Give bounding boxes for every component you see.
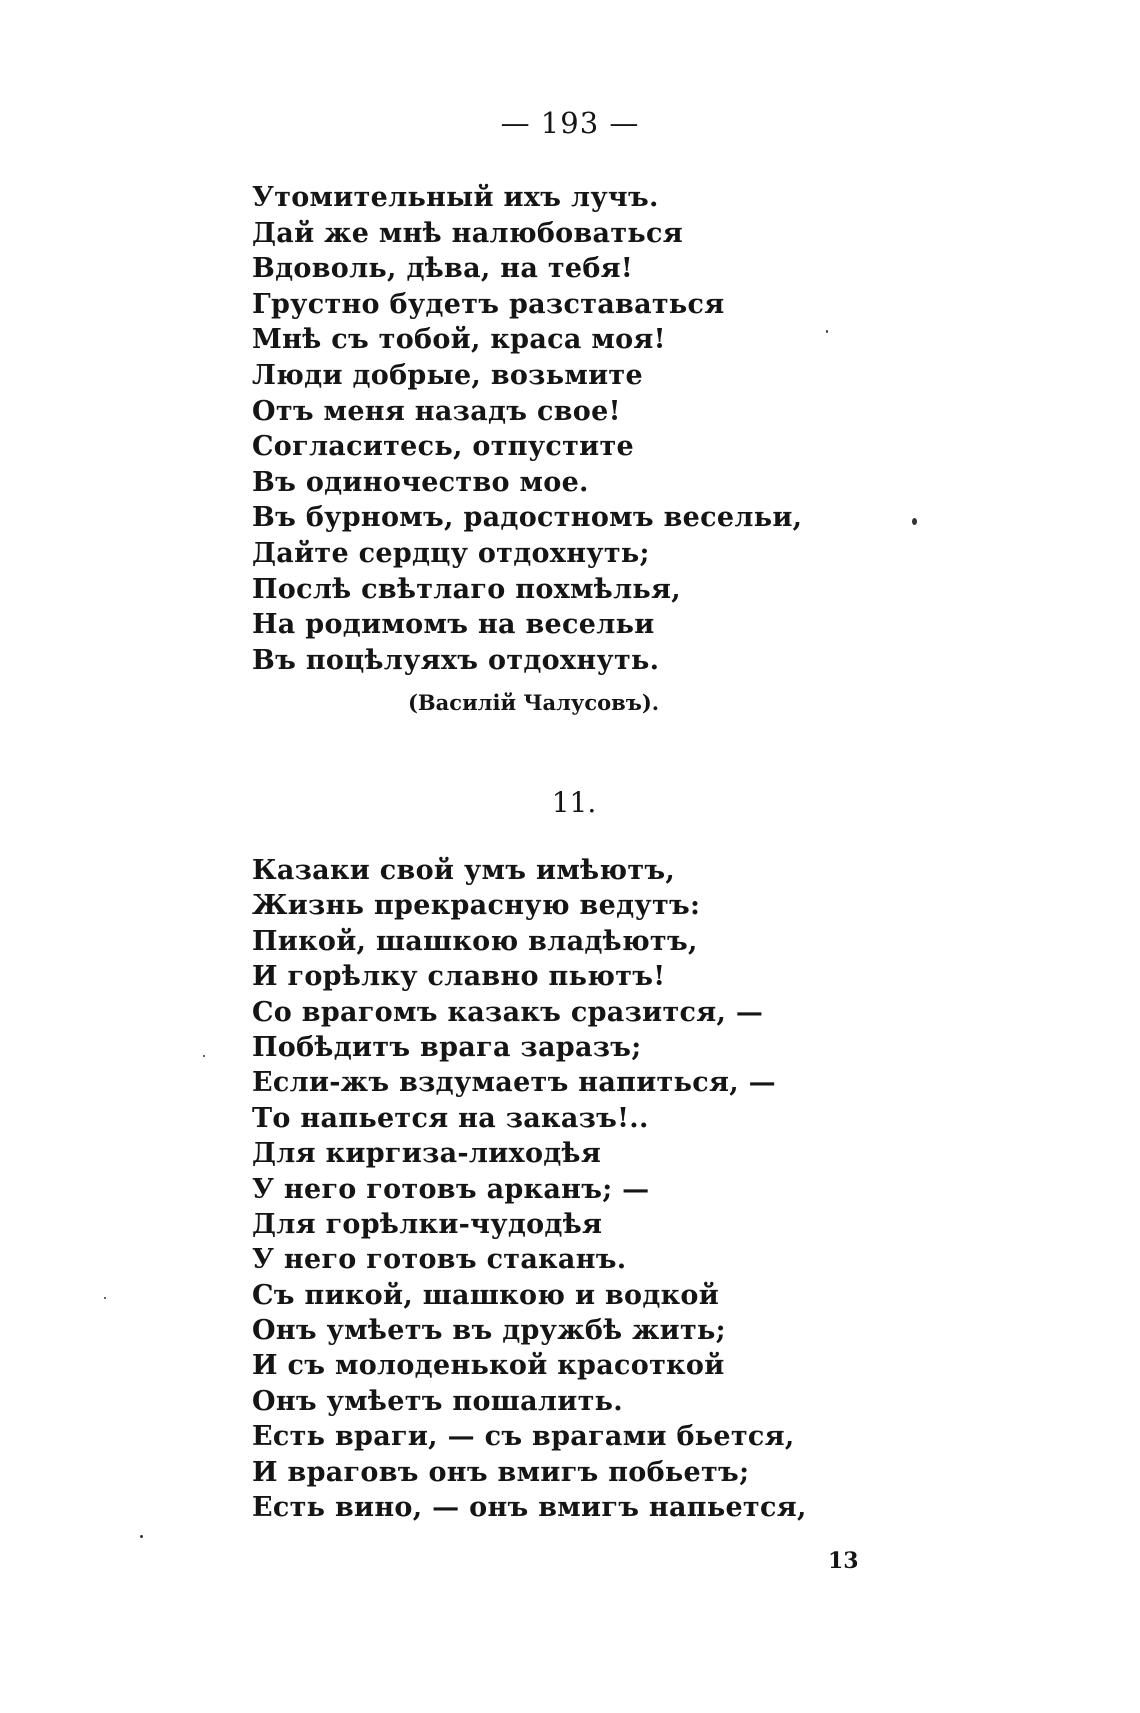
- verse-line: И горѣлку славно пьютъ!: [252, 961, 666, 993]
- verse-line: Утомительный ихъ лучъ.: [252, 182, 659, 213]
- verse-line: Мнѣ съ тобой, краса моя!: [252, 324, 666, 356]
- verse-line: То напьется на заказъ!..: [252, 1102, 649, 1134]
- verse-line: Въ бурномъ, радостномъ весельи,: [252, 502, 803, 534]
- verse-line: И враговъ онъ вмигъ побьетъ;: [252, 1456, 750, 1488]
- poem-number: 11.: [551, 786, 597, 819]
- verse-line: Послѣ свѣтлаго похмѣлья,: [252, 573, 681, 605]
- verse-line: У него готовъ стаканъ.: [252, 1244, 627, 1276]
- print-speck: [826, 330, 828, 333]
- print-speck: [912, 518, 917, 525]
- print-speck: [140, 1535, 143, 1538]
- verse-line: Съ пикой, шашкою и водкой: [252, 1279, 720, 1311]
- verse-line: Побѣдитъ врага заразъ;: [252, 1031, 642, 1063]
- verse-line: И съ молоденькой красоткой: [252, 1350, 725, 1382]
- page-number: — 193 —: [500, 106, 640, 140]
- verse-line: На родимомъ на весельи: [252, 609, 655, 641]
- verse-line: Есть вино, — онъ вмигъ напьется,: [252, 1492, 807, 1524]
- verse-line: Есть враги, — съ врагами бьется,: [252, 1421, 795, 1453]
- print-speck: [203, 1055, 205, 1057]
- verse-line: У него готовъ арканъ; —: [252, 1173, 650, 1205]
- verse-line: Въ одиночество мое.: [252, 466, 589, 498]
- verse-line: Казаки свой умъ имѣютъ,: [252, 855, 676, 886]
- verse-line: Грустно будетъ разставаться: [252, 288, 725, 320]
- verse-line: Вдоволь, дѣва, на тебя!: [252, 253, 634, 285]
- poem-attribution: (Василій Чалусовъ).: [408, 690, 660, 715]
- verse-line: Дайте сердцу отдохнуть;: [252, 537, 650, 569]
- verse-line: Для киргиза-лиходѣя: [252, 1138, 602, 1170]
- verse-line: Дай же мнѣ налюбоваться: [252, 217, 683, 249]
- verse-line: Онъ умѣетъ пошалить.: [252, 1385, 623, 1417]
- verse-line: Со врагомъ казакъ сразится, —: [252, 996, 764, 1028]
- signature-mark: 13: [828, 1548, 859, 1574]
- verse-line: Отъ меня назадъ свое!: [252, 395, 621, 427]
- verse-line: Люди добрые, возьмите: [252, 359, 643, 391]
- poem-continuation: [252, 180, 802, 678]
- verse-line: Жизнь прекрасную ведутъ:: [252, 890, 701, 922]
- verse-line: Согласитесь, отпустите: [252, 431, 635, 463]
- verse-line: Въ поцѣлуяхъ отдохнуть.: [252, 644, 660, 676]
- verse-line: Онъ умѣетъ въ дружбѣ жить;: [252, 1315, 726, 1347]
- poem-11-text: [252, 853, 807, 1525]
- verse-line: Пикой, шашкою владѣютъ,: [252, 925, 698, 957]
- print-speck: [104, 1297, 106, 1299]
- verse-line: Если-жъ вздумаетъ напиться, —: [252, 1067, 776, 1099]
- verse-line: Для горѣлки-чудодѣя: [252, 1208, 603, 1240]
